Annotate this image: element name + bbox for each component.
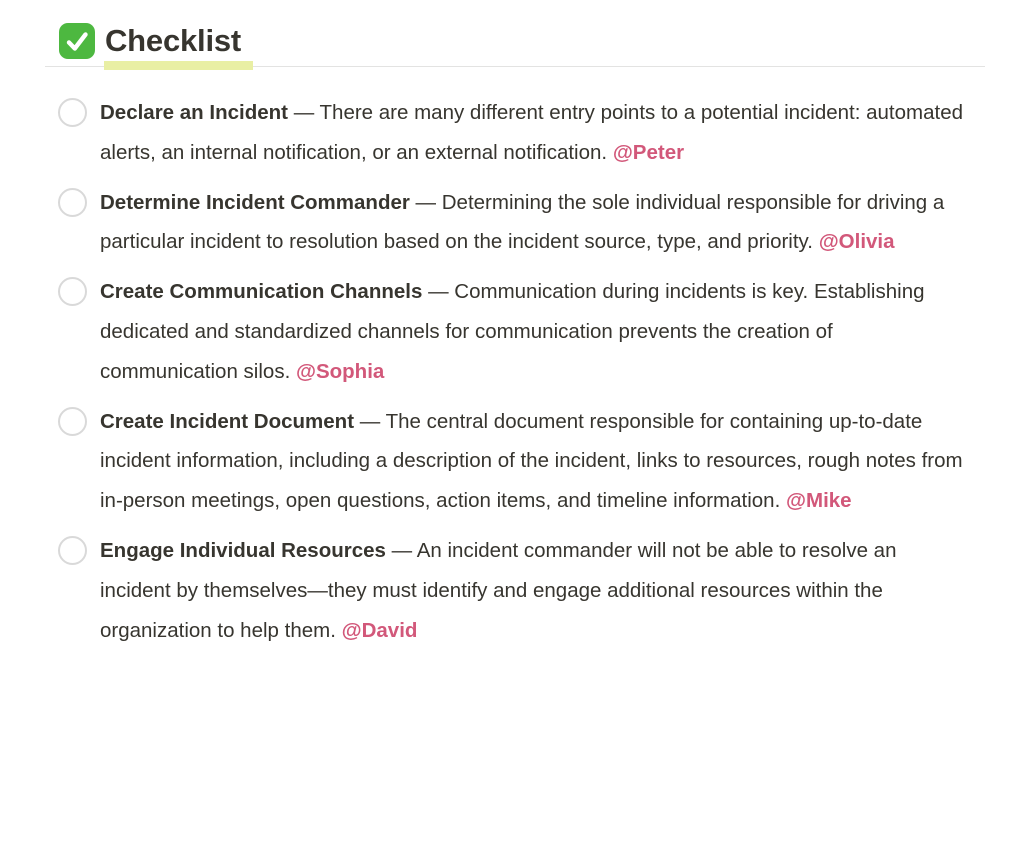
page-header (58, 21, 1024, 61)
item-title: Create Communication Channels (100, 280, 423, 304)
item-description: Determining the sole individual responsible for driving a particular incident to resolution based on the incident source, type, and priority. (100, 190, 945, 254)
item-description: There are many different entry points to a potential incident: automated alerts, an internal notification, or an external notification. (100, 101, 963, 164)
mention-link[interactable]: @Mike (786, 489, 852, 513)
todo-checkbox[interactable] (58, 98, 87, 127)
item-text (100, 402, 966, 521)
item-description: Communication during incidents is key. Establishing dedicated and standardized channels for communication prevents the creation of communication silos. (100, 280, 925, 383)
todo-checkbox[interactable] (58, 188, 87, 217)
em-dash-separator: — (415, 190, 437, 214)
todo-checkbox[interactable] (58, 407, 87, 436)
checklist-item (58, 93, 1024, 173)
item-description: An incident commander will not be able to resolve an incident by themselves—they must identify and engage additional resources within the organization to help them. (100, 538, 897, 642)
checklist-item (58, 183, 1024, 263)
item-title: Engage Individual Resources (100, 538, 386, 562)
em-dash-separator: — (359, 409, 381, 433)
header-divider (45, 66, 985, 67)
item-description: The central document responsible for containing up-to-date incident information, including a description of the incident, links to resources, rough notes from in-person meetings, open questions, action items, and timeline information. (100, 409, 963, 513)
mention-link[interactable]: @Sophia (295, 359, 385, 383)
item-text (100, 183, 966, 263)
page-title: Checklist (105, 23, 242, 58)
item-text (100, 272, 966, 391)
checklist-item (58, 531, 1024, 650)
item-title: Declare an Incident (100, 101, 288, 124)
checklist (58, 93, 1024, 650)
checklist-item (58, 402, 1024, 521)
em-dash-separator: — (293, 101, 315, 124)
em-dash-separator: — (391, 538, 413, 562)
todo-checkbox[interactable] (58, 277, 87, 306)
item-text (100, 93, 966, 173)
checklist-item (58, 272, 1024, 391)
todo-checkbox[interactable] (58, 536, 87, 565)
item-text (100, 531, 966, 650)
title-highlight-mark (104, 61, 253, 70)
item-title: Create Incident Document (100, 409, 355, 433)
mention-link[interactable]: @Peter (612, 140, 685, 164)
item-title: Determine Incident Commander (100, 190, 410, 214)
mention-link[interactable]: @Olivia (818, 230, 895, 254)
check-mark-emoji-icon (58, 22, 96, 60)
mention-link[interactable]: @David (341, 618, 418, 642)
em-dash-separator: — (428, 280, 449, 304)
